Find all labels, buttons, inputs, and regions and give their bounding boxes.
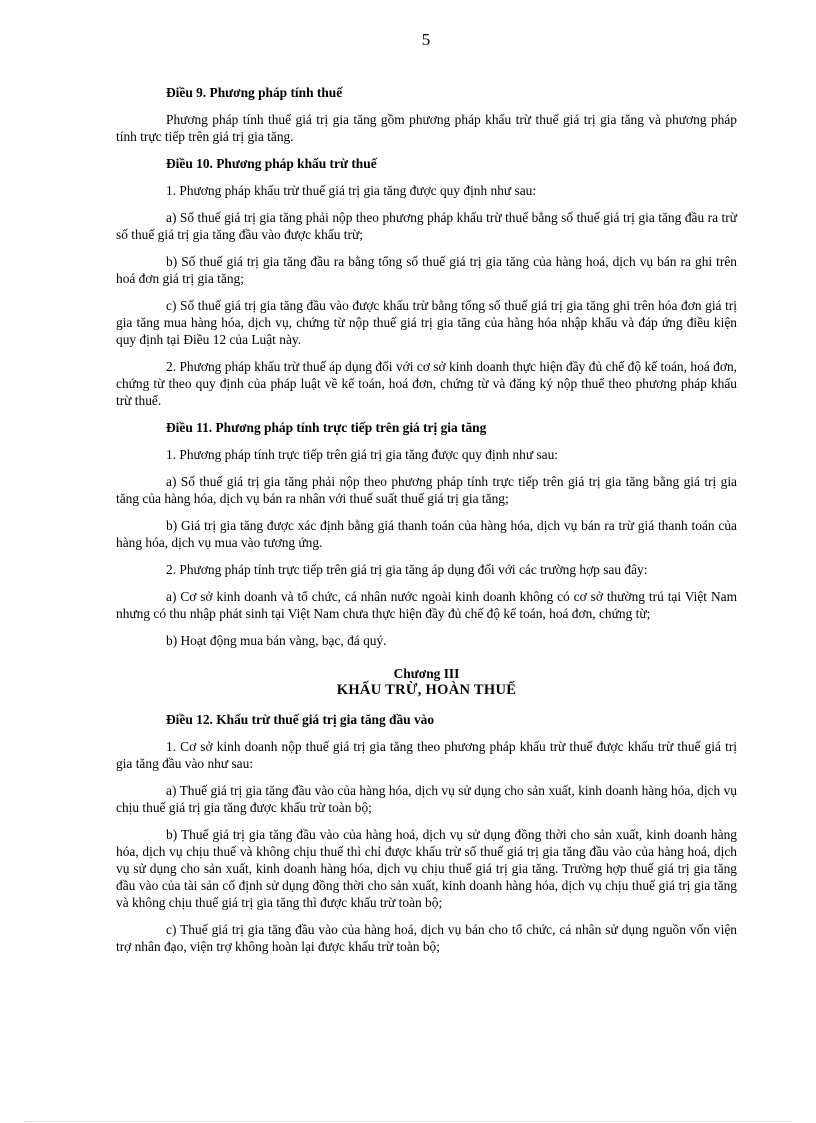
chapter-heading bbox=[116, 665, 737, 699]
article-11-heading: Điều 11. Phương pháp tính trực tiếp trên giá trị gia tăng bbox=[166, 420, 487, 435]
paragraph: c) Thuế giá trị gia tăng đầu vào của hàng hoá, dịch vụ bán cho tổ chức, cá nhân sử dụng nguồn vốn viện trợ nhân đạo, viện trợ không hoàn lại được khấu trừ toàn bộ; bbox=[116, 922, 737, 954]
paragraph: a) Số thuế giá trị gia tăng phải nộp theo phương pháp khấu trừ thuế bằng số thuế giá trị gia tăng đầu ra trừ số thuế giá trị gia tăng đầu vào được khấu trừ; bbox=[116, 210, 737, 242]
paragraph: b) Số thuế giá trị gia tăng đầu ra bằng tổng số thuế giá trị gia tăng của hàng hoá, dịch vụ bán ra ghi trên hoá đơn giá trị gia tăng; bbox=[116, 254, 737, 286]
chapter-number: Chương III bbox=[393, 666, 460, 681]
paragraph: b) Thuế giá trị gia tăng đầu vào của hàng hoá, dịch vụ sử dụng đồng thời cho sản xuất, kinh doanh hàng hóa, dịch vụ chịu thuế và không chịu thuế thì chỉ được khấu trừ số thuế giá trị gia tăng đầu vào của hàng hoá, dịch vụ sử dụng cho sản xuất, kinh doanh hàng hóa, dịch vụ chịu thuế giá trị gia tăng. Trường hợp thuế giá trị gia tăng đầu vào của tài sản cố định sử dụng đồng thời cho sản xuất, kinh doanh hàng hóa, dịch vụ chịu thuế giá trị gia tăng và không chịu thuế giá trị gia tăng thì được khấu trừ toàn bộ; bbox=[116, 827, 737, 910]
paragraph: a) Số thuế giá trị gia tăng phải nộp theo phương pháp tính trực tiếp trên giá trị gia tăng bằng giá trị gia tăng của hàng hóa, dịch vụ bán ra nhân với thuế suất thuế giá trị gia tăng; bbox=[116, 474, 737, 506]
paragraph: 1. Phương pháp khấu trừ thuế giá trị gia tăng được quy định như sau: bbox=[166, 183, 537, 198]
article-12-heading: Điều 12. Khấu trừ thuế giá trị gia tăng đầu vào bbox=[166, 712, 435, 727]
document-body bbox=[116, 84, 737, 965]
paragraph: 1. Phương pháp tính trực tiếp trên giá trị gia tăng được quy định như sau: bbox=[166, 447, 559, 462]
page-bottom-divider bbox=[24, 1121, 792, 1122]
paragraph: a) Thuế giá trị gia tăng đầu vào của hàng hóa, dịch vụ sử dụng cho sản xuất, kinh doanh hàng hóa, dịch vụ chịu thuế giá trị gia tăng được khấu trừ toàn bộ; bbox=[116, 783, 737, 815]
paragraph: b) Hoạt động mua bán vàng, bạc, đá quý. bbox=[166, 633, 387, 648]
page-number: 5 bbox=[421, 30, 431, 49]
chapter-title: KHẤU TRỪ, HOÀN THUẾ bbox=[336, 682, 517, 698]
paragraph: 1. Cơ sở kinh doanh nộp thuế giá trị gia tăng theo phương pháp khấu trừ thuế được khấu trừ thuế giá trị gia tăng đầu vào như sau: bbox=[116, 739, 737, 771]
article-9-heading: Điều 9. Phương pháp tính thuế bbox=[166, 85, 343, 100]
paragraph: 2. Phương pháp khấu trừ thuế áp dụng đối với cơ sở kinh doanh thực hiện đầy đủ chế độ kế toán, hoá đơn, chứng từ theo quy định của pháp luật về kế toán, hoá đơn, chứng từ và đăng ký nộp thuế theo phương pháp khấu trừ thuế. bbox=[116, 359, 737, 408]
paragraph: Phương pháp tính thuế giá trị gia tăng gồm phương pháp khấu trừ thuế giá trị gia tăng và phương pháp tính trực tiếp trên giá trị gia tăng. bbox=[116, 112, 737, 144]
paragraph: 2. Phương pháp tính trực tiếp trên giá trị gia tăng áp dụng đối với các trường hợp sau đây: bbox=[166, 562, 648, 577]
paragraph: c) Số thuế giá trị gia tăng đầu vào được khấu trừ bằng tổng số thuế giá trị gia tăng ghi trên hóa đơn giá trị gia tăng mua hàng hóa, dịch vụ, chứng từ nộp thuế giá trị gia tăng của hàng hóa nhập khẩu và đáp ứng điều kiện quy định tại Điều 12 của Luật này. bbox=[116, 298, 737, 347]
paragraph: b) Giá trị gia tăng được xác định bằng giá thanh toán của hàng hóa, dịch vụ bán ra trừ giá thanh toán của hàng hóa, dịch vụ mua vào tương ứng. bbox=[116, 518, 737, 550]
article-10-heading: Điều 10. Phương pháp khấu trừ thuế bbox=[166, 156, 377, 171]
paragraph: a) Cơ sở kinh doanh và tổ chức, cá nhân nước ngoài kinh doanh không có cơ sở thường trú tại Việt Nam nhưng có thu nhập phát sinh tại Việt Nam chưa thực hiện đầy đủ chế độ kế toán, hoá đơn, chứng từ; bbox=[116, 589, 737, 621]
